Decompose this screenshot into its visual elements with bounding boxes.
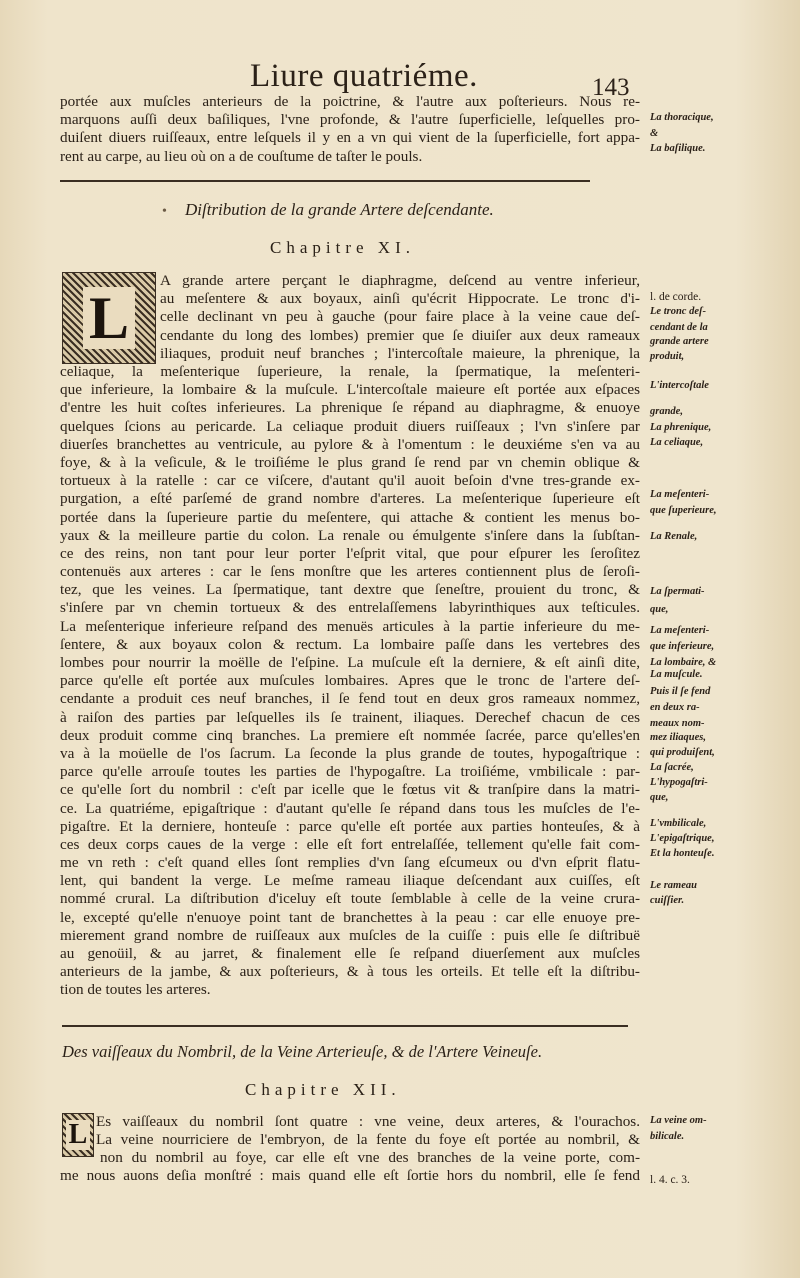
margin-note: La ſpermati-: [650, 586, 705, 597]
text-line: parce qu'elle eſt portée aux muſcules lombaires. Apres que le tronc de l'artere deſ-: [60, 672, 640, 690]
margin-note: La thoracique,: [650, 112, 714, 123]
margin-note: La meſenteri-: [650, 489, 710, 500]
text-line: ce des reins, non tant pour leur porter l'eſprit vital, que pour eſpurer les ſeroſitez: [60, 544, 640, 562]
margin-note: cuiſſier.: [650, 895, 685, 906]
margin-note: mez iliaques,: [650, 732, 707, 743]
text-line: celle declinant vn peu à gauche (pour faire place à la veine caue deſ-: [160, 308, 640, 326]
chapter-heading: Chapitre XII.: [245, 1080, 401, 1099]
text-line: me nous auons deſia monſtré : mais quand elle eſt ſortie hors du nombril, elle ſe fend: [60, 1167, 640, 1185]
text-line: yaux & la meilleure partie du colon. La renale ou émulgente s'inſere dans la ſubſtan-: [60, 526, 640, 544]
text-line: mierement grand nombre de ruiſſeaux aux muſcles de la cuiſſe : puis elle ſe diſtribuë: [60, 926, 640, 944]
text-line: que inferieure, la lombaire & la muſcule. L'intercoſtale maieure eſt portée aux eſpaces: [60, 381, 640, 399]
margin-note: La lombaire, &: [650, 657, 717, 668]
margin-note: La veine om-: [650, 1115, 707, 1126]
running-head: Liure quatriéme.: [250, 58, 478, 94]
text-line: à raiſon des parties par leſquelles ils ſe trainent, iliaques. Derechef chacun de ces: [60, 708, 640, 726]
text-line: nommé crural. La diſtribution d'iceluy eſt toute ſemblable à celle de la veine crura-: [60, 890, 640, 908]
section-title: Des vaiſſeaux du Nombril, de la Veine Arterieuſe, & de l'Artere Veineuſe.: [62, 1042, 543, 1061]
text-line: pigaſtre. Et la derniere, honteuſe : parce qu'elle eſt portée aux parties honteuſes, & à: [60, 817, 640, 835]
text-line: quelques ſcions au pericarde. La celiaque produit diuers ruiſſeaux ; l'vn s'inſere par: [60, 417, 640, 435]
margin-note: La Renale,: [650, 531, 698, 542]
margin-note: que inferieure,: [650, 641, 715, 652]
margin-note: qui produiſent,: [650, 747, 715, 758]
bullet-ornament: •: [162, 204, 167, 219]
margin-note: &: [650, 128, 659, 139]
text-line: rent au carpe, au lieu où on a de couſtume de taſter le pouls.: [60, 147, 423, 165]
text-line: s'inſere par vn chemin tortueux & des entrelaſſemens labyrinthiques aux teſticules.: [60, 599, 640, 617]
text-line: parce qu'elle arrouſe toutes les parties de l'hypogaſtre. La troiſiéme, vmbilicale : par-: [60, 763, 640, 781]
margin-note: Le rameau: [650, 880, 697, 891]
text-line: Es vaiſſeaux du nombril ſont quatre : vne veine, deux arteres, & l'ourachos.: [96, 1113, 640, 1130]
section2-opening: [96, 1113, 640, 1149]
text-line: contenuës aux arteres : car le ſens monſtre que les arteres contiennent plus de ſeroſi-: [60, 563, 640, 581]
text-line: d'entre les huit coſtes inferieures. La phrenique ſe répand au diaphragme, & enuoye: [60, 399, 640, 417]
text-line: anterieurs de la jambe, & aux poſterieurs, & à tous les orteils. Et telle eſt la diſtribu-: [60, 963, 640, 981]
margin-note: La baſilique.: [650, 143, 706, 154]
text-line: purgation, a eſté parſemé de grand nombre d'arteres. La meſenterique ſuperieure eſt: [60, 490, 640, 508]
text-line: duiſent diuers ruiſſeaux, entre leſquels il y en a vn qui vient de la ſuperficielle, fort appa-: [60, 129, 640, 147]
text-line: La meſenterique inferieure reſpand des menuës articules à la partie inferieure du me-: [60, 617, 640, 635]
text-line: La veine nourriciere de l'embryon, de la fente du foye eſt portée au nombril, &: [96, 1131, 640, 1149]
section-title: Diſtribution de la grande Artere deſcendante.: [185, 200, 494, 219]
chapter-heading: Chapitre XI.: [270, 238, 415, 257]
text-line: non du nombril au foye, car elle eſt vne des branches de la veine porte, com-: [100, 1149, 640, 1166]
margin-note: La celiaque,: [650, 437, 704, 448]
text-line: celiaque, la meſenterique ſuperieure, la renale, la ſpermatique, la meſenteri-: [60, 363, 640, 380]
margin-note: grande artere: [650, 336, 709, 347]
text-line: le, excepté qu'elle n'enuoye point tant de branchettes à la peau : car elle enuoye pre-: [60, 908, 640, 926]
margin-note: La phrenique,: [650, 422, 712, 433]
margin-note: Et la honteuſe.: [650, 848, 715, 859]
text-line: ce. La quatriéme, epigaſtrique : d'autant qu'elle ſe répand dans tous les muſcles de l'e-: [60, 799, 640, 817]
text-line: marquons auſſi deux baſiliques, l'vne profonde, & l'autre ſuperficielle, leſquelles pro-: [60, 111, 640, 129]
dropcap-ornament: [62, 272, 156, 364]
text-line: tez, que les veines. La ſpermatique, tant dextre que ſeneſtre, prouient du tronc, &: [60, 581, 640, 599]
text-line: me vn reth : c'eſt quand elles ſont remplies d'vn ſang eſcumeux ou d'vn eſprit flatu-: [60, 854, 640, 872]
divider-rule: [60, 180, 590, 182]
margin-note: L'hypogaſtri-: [650, 777, 708, 788]
page-number: 143: [592, 74, 630, 101]
margin-note: meaux nom-: [650, 718, 705, 729]
margin-note: grande,: [650, 406, 683, 417]
margin-note: que,: [650, 604, 669, 615]
section1-opening: [160, 272, 640, 363]
text-line: portée dans la ſuperieure partie du meſentere, qui attache & contient les menus bo-: [60, 508, 640, 526]
margin-note: L'intercoſtale: [650, 380, 709, 391]
margin-note: La meſenteri-: [650, 625, 710, 636]
text-line: foye, & à la veſicule, & le troiſiéme le plus grand ſe rend par vn chemin oblique &: [60, 453, 640, 471]
text-line: ce qu'elle ſort du nombril : c'eſt par icelle que le fœtus vit & tranſpire dans la matri-: [60, 781, 640, 799]
margin-note: Le tronc deſ-: [650, 306, 706, 317]
text-line: A grande artere perçant le diaphragme, deſcend au ventre inferieur,: [160, 272, 640, 289]
margin-note: La muſcule.: [650, 669, 703, 680]
text-line: iliaques, produit neuf branches ; l'intercoſtale maieure, la phrenique, la: [160, 344, 640, 362]
text-line: au meſentere & aux boyaux, ainſi qu'écrit Hippocrate. Le tronc d'i-: [160, 290, 640, 308]
dropcap-letter: L: [83, 287, 135, 349]
margin-note: en deux ra-: [650, 702, 700, 713]
dropcap-letter: L: [66, 1120, 91, 1150]
text-line: tion de toutes les arteres.: [60, 981, 211, 999]
top-paragraph: [60, 93, 640, 166]
divider-rule: [62, 1025, 628, 1027]
margin-note: produit,: [650, 351, 685, 362]
margin-note: Puis il ſe fend: [650, 686, 711, 697]
text-line: cendante du long des lombes) premier que ſe diuiſer aux deux rameaux: [160, 326, 640, 344]
text-line: tortueux à la ratelle : car ce viſcere, d'autant qu'il auoit beſoin d'vne tres-grande ex-: [60, 472, 640, 490]
margin-note: L'vmbilicale,: [650, 818, 707, 829]
text-line: portée aux muſcles anterieurs de la poictrine, & l'autre aux poſterieurs. Nous re-: [60, 93, 640, 110]
margin-note: cendant de la: [650, 322, 708, 333]
margin-note: l. 4. c. 3.: [650, 1174, 690, 1186]
text-line: ces deux corps caues de la verge : elle eſt fort entrelaſſée, tellement qu'elle fait com-: [60, 835, 640, 853]
margin-note: bilicale.: [650, 1131, 685, 1142]
text-line: deux produit comme cinq branches. La premiere eſt nommée ſacrée, parce qu'elles'en: [60, 726, 640, 744]
section1-body: [60, 363, 640, 1000]
section2-body: [60, 1149, 640, 1185]
margin-note: L'epigaſtrique,: [650, 833, 715, 844]
text-line: lent, qui bandent la verge. Le meſme rameau iliaque deſcendant aux cuiſſes, eſt: [60, 872, 640, 890]
margin-note: l. de corde.: [650, 291, 702, 303]
margin-note: que,: [650, 792, 669, 803]
margin-note: que ſuperieure,: [650, 505, 717, 516]
text-line: diuerſes branchettes au ventricule, au pylore & à l'omentum : le deuxiéme s'en va au: [60, 435, 640, 453]
margin-note: La ſacrée,: [650, 762, 694, 773]
text-line: lombes pour nourrir la moëlle de l'eſpine. La muſcule eſt la derniere, & eſt ainſi dite,: [60, 654, 640, 671]
text-line: au genoüil, & au jarret, & finalement elle ſe reſpand diuerſement aux muſcles: [60, 945, 640, 962]
text-line: va à la moüelle de l'os ſacrum. La ſeconde la plus grande de toutes, hypogaſtrique :: [60, 744, 640, 762]
text-line: cendante a produit ces neuf branches, il ſe fend tout en deux gros rameaux nommez,: [60, 690, 640, 708]
text-line: ſentere, & aux boyaux colon & rectum. La lombaire paſſe dans les vertebres des: [60, 635, 640, 653]
